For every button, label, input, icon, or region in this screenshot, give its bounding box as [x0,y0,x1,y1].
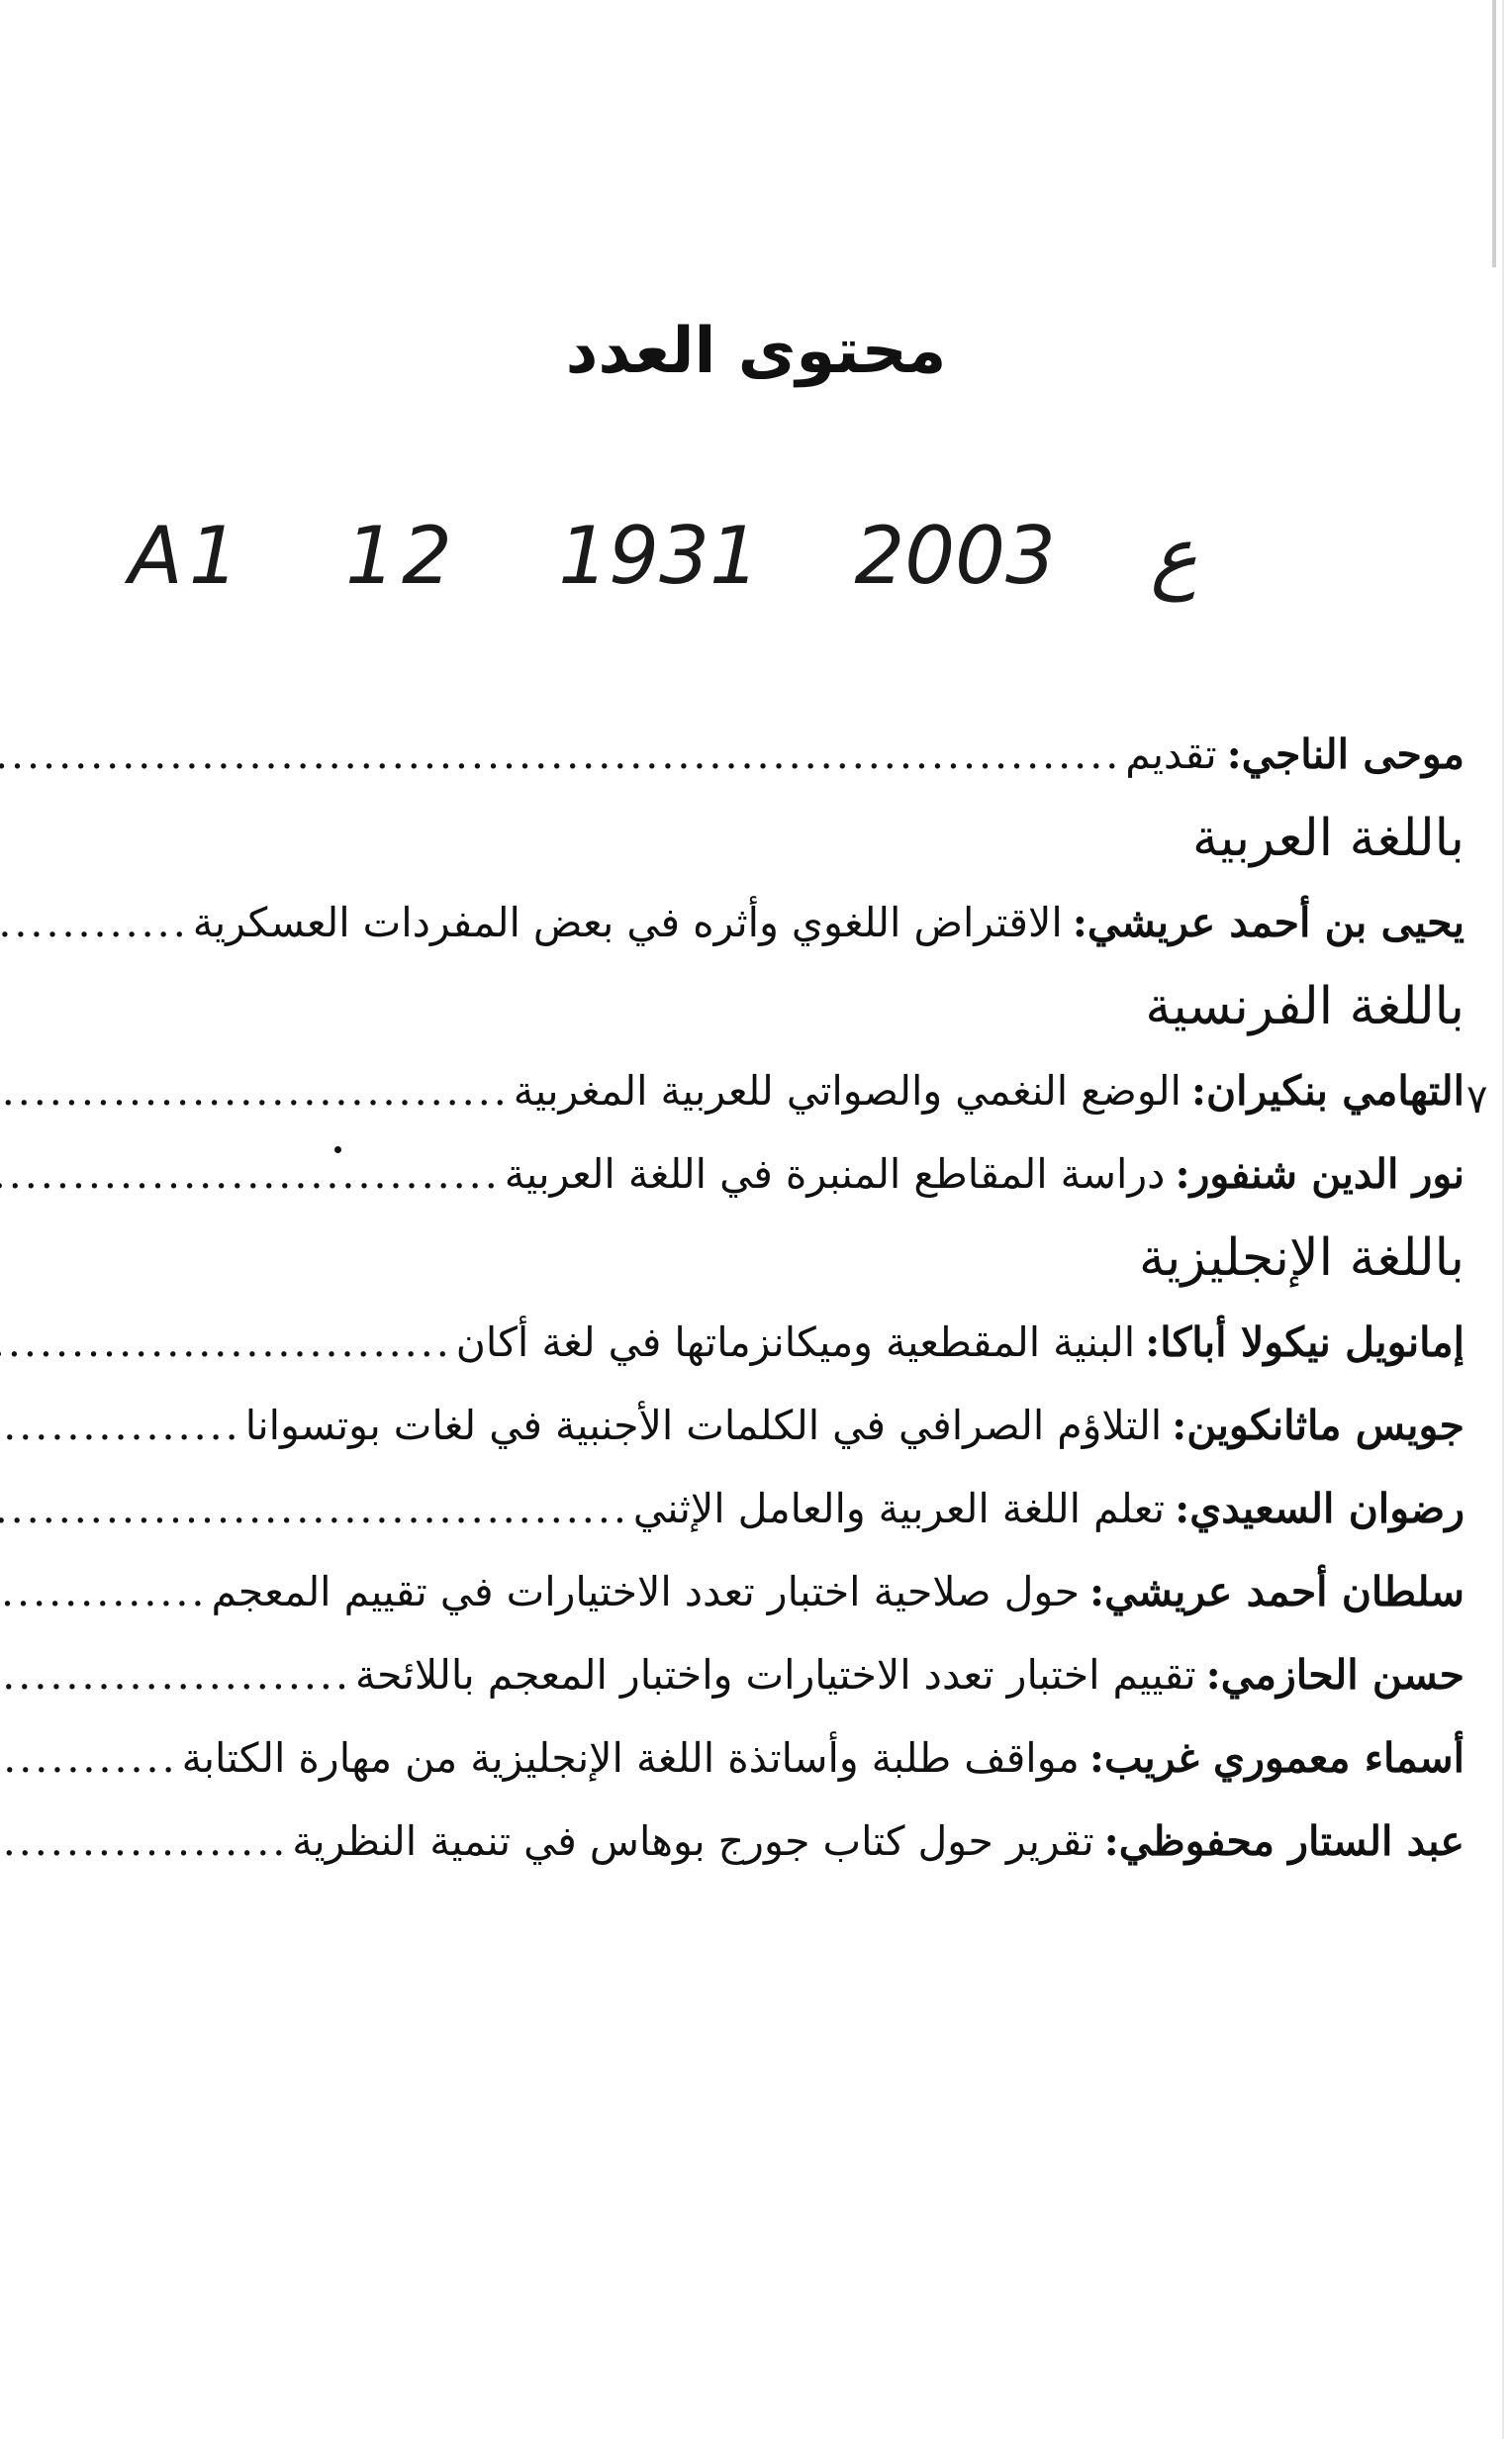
dot-leader [0,1049,514,1132]
toc-entry [69,1550,1465,1633]
toc-entry [69,1384,1465,1467]
toc-entry [69,1301,1465,1384]
section-heading-english: باللغة الإنجليزية [1139,1228,1465,1288]
toc-author: سلطان أحمد عريشي: [1088,1568,1465,1615]
toc-title: تقييم اختبار تعدد الاختيارات واختبار المعجم باللائحة [355,1651,1196,1699]
toc-entry [69,881,1465,964]
dot-leader [0,1132,505,1216]
toc-title: تقديم [1125,731,1217,778]
toc-entry [69,1716,1465,1800]
table-of-contents [69,713,1465,1883]
section-heading-french: باللغة الفرنسية [1145,977,1465,1036]
dot-leader [0,1550,211,1633]
toc-title: مواقف طلبة وأساتذة اللغة الإنجليزية من مهارة الكتابة [181,1734,1080,1782]
dot-leader [0,1384,245,1467]
toc-title: تقرير حول كتاب جورج بوهاس في تنمية النظرية [292,1817,1094,1865]
toc-entry [69,1800,1465,1883]
toc-author: حسن الحازمي: [1205,1651,1465,1699]
toc-title: البنية المقطعية وميكانزماتها في لغة أكان [455,1318,1136,1366]
dot-leader [0,881,193,964]
dot-leader [0,1467,633,1550]
toc-title: الاقتراض اللغوي وأثره في بعض المفردات العسكرية [192,899,1063,946]
dot-leader [0,1716,182,1800]
toc-author: إمانويل نيكولا أباكا: [1145,1318,1465,1366]
toc-author: يحيى بن أحمد عريشي: [1072,899,1465,946]
handwritten-catalog-note: A1 12 ع 2003 1931 [129,510,1198,602]
dot-leader [0,1301,456,1384]
toc-author: رضوان السعيدي: [1175,1485,1465,1532]
toc-entry-intro [69,713,1465,796]
toc-entry [69,1467,1465,1550]
dot-leader [0,1800,292,1883]
toc-title: حول صلاحية اختبار تعدد الاختيارات في تقييم المعجم [211,1568,1080,1615]
toc-title: الوضع النغمي والصواتي للعربية المغربية [513,1067,1181,1115]
toc-author: موحى الناجي: [1226,731,1465,778]
toc-author: التهامي بنكيران: [1190,1067,1465,1115]
dot-leader [0,1633,355,1716]
toc-entry [69,1132,1465,1216]
margin-check-mark: ٧ [1466,1077,1488,1122]
section-heading-arabic: باللغة العربية [1192,809,1465,868]
toc-entry [69,1049,1465,1132]
scan-edge-artifact [1492,0,1496,267]
toc-title: دراسة المقاطع المنبرة في اللغة العربية [504,1150,1166,1198]
dot-leader [0,713,1125,796]
toc-title: تعلم اللغة العربية والعامل الإثني [632,1485,1166,1532]
toc-author: أسماء معموري غريب: [1088,1734,1465,1782]
toc-entry [69,1633,1465,1716]
toc-author: جويس ماثانكوين: [1172,1402,1465,1449]
page-title: محتوى العدد [565,315,947,388]
toc-author: نور الدين شنفور: [1175,1150,1465,1198]
toc-title: التلاؤم الصرافي في الكلمات الأجنبية في لغات بوتسوانا [244,1402,1163,1449]
toc-author: عبد الستار محفوظي: [1103,1817,1465,1865]
